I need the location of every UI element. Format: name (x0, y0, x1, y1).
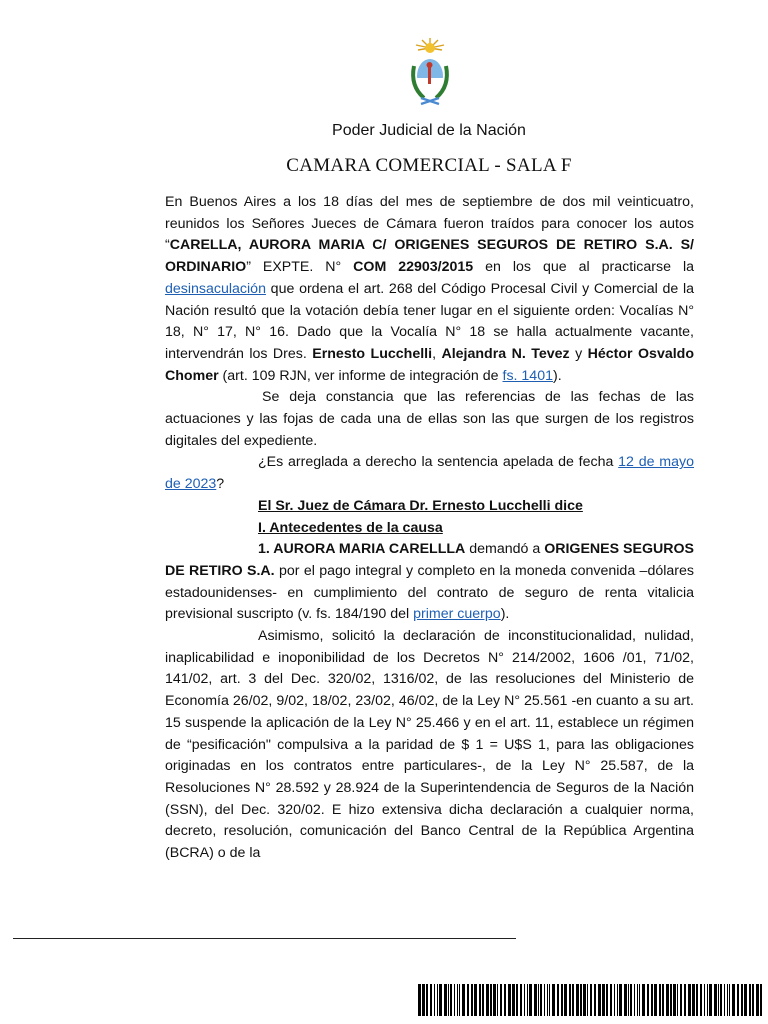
text-segment: ). (552, 367, 562, 384)
sentence-date-link[interactable]: 12 de mayo de 2023 (165, 454, 695, 493)
text-segment: , (432, 345, 442, 362)
judge-name: Héctor Osvaldo Chomer (165, 345, 695, 384)
issuer-name: Poder Judicial de la Nación (332, 122, 526, 139)
text-segment: demandó a (465, 541, 545, 558)
coat-of-arms-icon (404, 36, 456, 110)
defendant-name: ORIGENES SEGUROS DE RETIRO S.A. (165, 541, 694, 579)
text-segment: (art. 109 RJN, ver informe de integración de (218, 367, 503, 384)
text-segment: por el pago integral y completo en la moneda convenida –dólares estadounidenses- en cumplimiento del contrato de seguro de renta vitalicia previsional suscripto (v. fs. 184/190 del (165, 562, 694, 623)
text-segment: y (569, 345, 588, 362)
unconstitutionality-paragraph: Asimismo, solicitó la declaración de inconstitucionalidad, nulidad, inaplicabilidad e inoponibilidad de los Decretos N° 214/2002, 1606 /01, 71/02, 141/02, art. 3 del Dec. 320/02, 1316/02, de las resoluciones del Ministerio de Economía 26/02, 9/02, 18/02, 23/02, 46/02, de la Ley N° 25.561 -en cuanto a su art. 15 suspende la aplicación de la Ley N° 25.466 y en el art. 11, establece un régimen de “pesificación" compulsiva a la paridad de $ 1 = U$S 1, para las obligaciones originadas en los contratos entre particulares-, de la Ley N° 25.587, de la Resoluciones N° 28.592 y 28.924 de la Superintendencia de Seguros de la Nación (SSN), del Dec. 320/02. E hizo extensiva dicha declaración a cualquier norma, decreto, resolución, comunicación del Banco Central de la República Argentina (BCRA) o de la (165, 628, 694, 862)
fs-1401-link[interactable]: fs. 1401 (502, 367, 553, 384)
text-segment: En Buenos Aires a los 18 días del mes de septiembre de dos mil veinticuatro, reunidos los Señores Jueces de Cámara fueron traídos para conocer los autos “ (165, 194, 694, 254)
judge-name: Ernesto Lucchelli (312, 345, 433, 362)
chamber-name: CAMARA COMERCIAL - SALA F (286, 155, 572, 176)
text-segment: que ordena el art. 268 del Código Procesal Civil y Comercial de la Nación resultó que la votación debía tener lugar en el siguiente orden: Vocalías N° 18, N° 17, N° 16. Dado que la Vocalía N° 18 se halla actualmente vacante, intervendrán los Dres. (165, 280, 694, 362)
footer-rule (13, 938, 516, 939)
plaintiff-name: 1. AURORA MARIA CARELLLA (258, 541, 466, 558)
vote-heading (165, 496, 694, 518)
vote-heading-text: El Sr. Juez de Cámara Dr. Ernesto Lucchelli dice (258, 497, 583, 514)
document-body (165, 192, 694, 865)
barcode-icon (418, 984, 764, 1016)
text-segment: ). (500, 606, 510, 623)
primer-cuerpo-link[interactable]: primer cuerpo (413, 606, 501, 623)
constancia-paragraph: Se deja constancia que las referencias de las fechas de las actuaciones y las fojas de cada una de ellas son las que surgen de los registros digitales del expediente. (165, 389, 694, 449)
claim-paragraph (165, 539, 694, 626)
desinsaculacion-link[interactable]: desinsaculación (165, 280, 266, 297)
text-segment: ? (216, 476, 225, 493)
case-title: CARELLA, AURORA MARIA C/ ORIGENES SEGUROS DE RETIRO S.A. S/ ORDINARIO (165, 237, 694, 276)
judge-name: Alejandra N. Tevez (441, 345, 570, 362)
case-number: COM 22903/2015 (353, 259, 474, 276)
question-paragraph (165, 452, 694, 495)
section-heading (165, 518, 694, 540)
text-segment: en los que al practicarse la (473, 259, 694, 276)
opening-paragraph (165, 192, 694, 387)
text-segment: ¿Es arreglada a derecho la sentencia apelada de fecha (258, 454, 619, 471)
text-segment: ” EXPTE. N° (246, 259, 354, 276)
section-heading-text: I. Antecedentes de la causa (258, 519, 443, 536)
